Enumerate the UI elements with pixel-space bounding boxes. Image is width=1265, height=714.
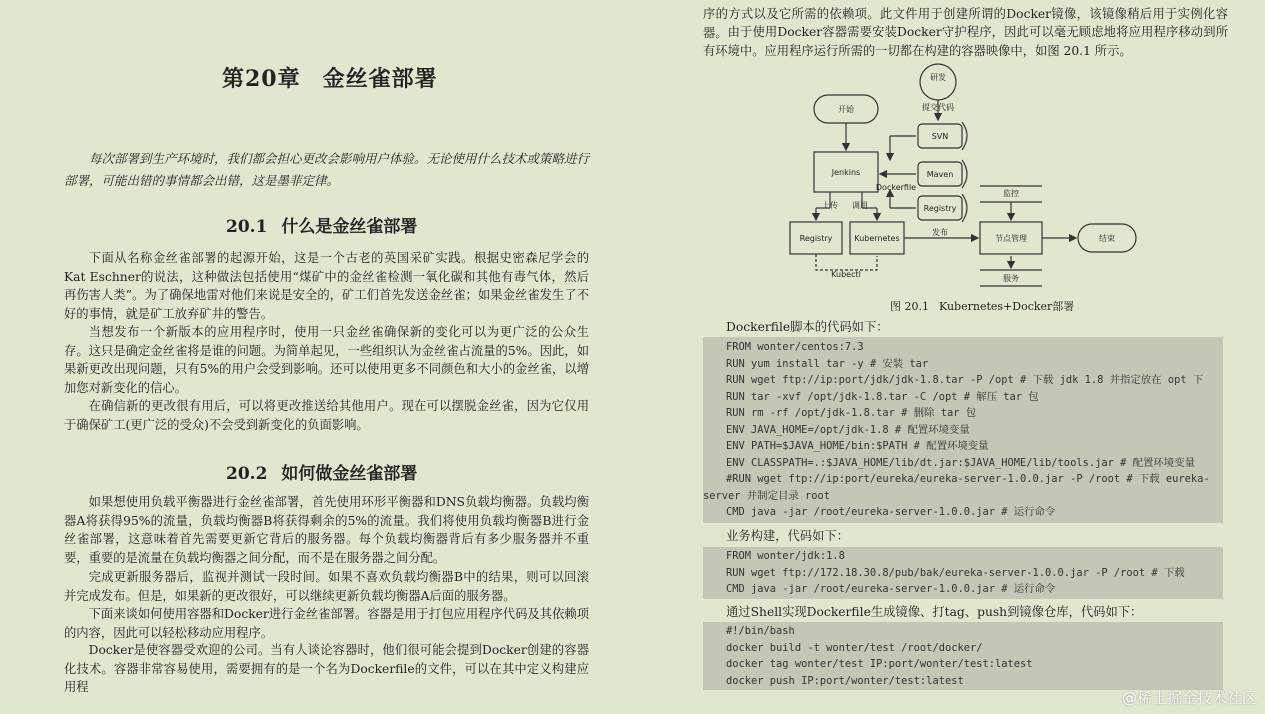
figure-number: 图 20.1 xyxy=(890,300,929,313)
watermark: @稀土掘金技术社区 xyxy=(1121,689,1257,707)
paragraph: 下面从名称金丝雀部署的起源开始，这是一个古老的英国采矿实践。根据史密森尼学会的Kat Eschner的说法，这种做法包括使用“煤矿中的金丝雀检测一氧化碳和其他有毒气体，然后再伤害人类”。为了确保地雷对他们来说是安全的，矿工们首先发送金丝雀；如果金丝雀发生了不好的事情，就是矿工放弃矿井的警告。 xyxy=(64,251,589,321)
paragraph: 完成更新服务器后，监视并测试一段时间。如果不喜欢负载均衡器B中的结果，则可以回滚并完成发布。但是，如果新的更改很好，可以继续更新负载均衡器A后面的服务器。 xyxy=(64,570,589,603)
section-heading-20-1 xyxy=(226,212,417,237)
code-line: FROM wonter/jdk:1.8 xyxy=(726,550,845,562)
figure-caption xyxy=(890,298,1074,314)
code-block-dockerfile xyxy=(703,337,1223,523)
dockerfile-label: Dockerfile xyxy=(875,183,917,192)
code-line: CMD java -jar /root/eureka-server-1.0.0.jar # 运行命令 xyxy=(726,506,1056,518)
code-line: docker push IP:port/wonter/test:latest xyxy=(726,674,964,687)
maven-label: Maven xyxy=(926,170,954,179)
registry-label: Registry xyxy=(799,234,833,243)
chapter-number: 第20章 xyxy=(222,66,301,92)
section-title: 如何做金丝雀部署 xyxy=(281,464,418,484)
paragraph: 由于使用Docker容器需要安装Docker守护程序，因此可以毫无顾虑地将应用程序移动到所有环境中。应用程序运行所需的一切都在构建的容器映像中，如图 20.1 所示。 xyxy=(703,25,1228,58)
code-line: RUN yum install tar -y # 安装 tar xyxy=(726,357,929,370)
code-line: RUN rm -rf /opt/jdk-1.8.tar # 删除 tar 包 xyxy=(726,407,977,419)
code-line: docker build -t wonter/test /root/docker/ xyxy=(726,641,983,654)
end-label: 结束 xyxy=(1099,234,1115,243)
code-line: ENV PATH=$JAVA_HOME/bin:$PATH # 配置环境变量 xyxy=(726,440,989,452)
code-line: RUN wget ftp://ip:port/jdk/jdk-1.8.tar -P /opt # 下载 jdk 1.8 并指定放在 opt 下 xyxy=(726,374,1204,386)
node-mgmt-label: 节点管理 xyxy=(995,234,1027,243)
kubernetes-label: Kubernetes xyxy=(854,234,900,243)
code-line: #RUN wget ftp://ip:port/eureka/eureka-server-1.0.0.jar -P /root # 下载 eureka- xyxy=(726,473,1210,485)
section-number: 20.1 xyxy=(226,217,268,237)
code-line: RUN tar -xvf /opt/jdk-1.8.tar -C /opt # 解压 tar 包 xyxy=(726,390,1039,403)
code-line: ENV JAVA_HOME=/opt/jdk-1.8 # 配置环境变量 xyxy=(726,423,970,436)
chapter-intro: 每次部署到生产环境时，我们都会担心更改会影响用户体验。无论使用什么技术或策略进行部署，可能出错的事情都会出错，这是墨菲定律。 xyxy=(64,151,590,188)
kubectl-label: Kubectl xyxy=(831,270,861,279)
code-line: FROM wonter/centos:7.3 xyxy=(726,341,864,353)
jenkins-label: Jenkins xyxy=(831,168,861,177)
left-page xyxy=(0,0,632,714)
code-line: ENV CLASSPATH=.:$JAVA_HOME/lib/dt.jar:$JAVA_HOME/lib/tools.jar # 配置环境变量 xyxy=(726,456,1195,469)
paragraph: 下面来谈如何使用容器和Docker进行金丝雀部署。容器是用于打包应用程序代码及其依赖项的内容，因此可以轻松移动应用程序。 xyxy=(64,607,589,640)
dev-node xyxy=(920,64,956,100)
section-title: 什么是金丝雀部署 xyxy=(281,217,418,237)
deployment-diagram xyxy=(780,62,1180,298)
section-heading-20-2 xyxy=(226,459,417,484)
publish-label: 发布 xyxy=(932,228,948,237)
code-line: RUN wget ftp://172.18.30.8/pub/bak/eureka-server-1.0.0.jar -P /root # 下载 xyxy=(726,566,1185,579)
commit-label: 提交代码 xyxy=(922,103,954,112)
paragraph: 如果想使用负载平衡器进行金丝雀部署，首先使用环形平衡器和DNS负载均衡器。负载均衡器A将获得95%的流量，负载均衡器B将获得剩余的5%的流量。我们将使用负载均衡器B进行金丝雀部署，这意味着首先需要更新它背后的服务器。每个负载均衡器背后有多少服务器并不重要，重要的是流量在负载均衡器之间分配，而不是在服务器之间分配。 xyxy=(64,495,589,565)
dockerfile-intro: Dockerfile脚本的代码如下： xyxy=(726,320,889,334)
paragraph: 在确信新的更改很有用后，可以将更改推送给其他用户。现在可以摆脱金丝雀，因为它仅用于确保矿工(更广泛的受众)不会受到新变化的负面影响。 xyxy=(64,399,589,432)
call-label: 调用 xyxy=(852,201,868,210)
service-label: 服务 xyxy=(1003,274,1019,283)
code-line: docker tag wonter/test IP:port/wonter/test:latest xyxy=(726,658,1033,670)
code-block-shell xyxy=(703,622,1223,690)
registry-top-label: Registry xyxy=(923,204,957,213)
figure-title: Kubernetes+Docker部署 xyxy=(939,300,1075,313)
dev-label: 研发 xyxy=(930,73,946,82)
paragraph: 当想发布一个新版本的应用程序时，使用一只金丝雀确保新的变化可以为更广泛的公众生存。这只是确定金丝雀将是谁的问题。为简单起见，一些组织认为金丝雀占流量的5%。因此，如果新更改出现问题，只有5%的用户会受到影响。还可以使用更多不同颜色和大小的金丝雀，以增加您对新变化的信心。 xyxy=(64,325,589,395)
code-line: server 并制定目录 root xyxy=(703,489,831,502)
upload-label: 上传 xyxy=(822,201,838,210)
code-line: CMD java -jar /root/eureka-server-1.0.0.jar # 运行命令 xyxy=(726,583,1056,595)
shell-intro: 通过Shell实现Dockerfile生成镜像、打tag、push到镜像仓库，代码如下： xyxy=(726,605,1143,619)
paragraph: 序的方式以及它所需的依赖项。此文件用于创建所谓的Docker镜像，该镜像稍后用于实例化容器。 xyxy=(703,7,1228,40)
monitor-label: 监控 xyxy=(1003,189,1019,198)
section-number: 20.2 xyxy=(226,464,268,484)
build-intro: 业务构建，代码如下： xyxy=(726,529,849,543)
svn-label: SVN xyxy=(931,132,949,141)
paragraph: Docker是使容器受欢迎的公司。当有人谈论容器时，他们很可能会提到Docker创建的容器化技术。容器非常容易使用，需要拥有的是一个名为Dockerfile的文件，可以在其中定义构建应用程 xyxy=(64,643,589,695)
start-label: 开始 xyxy=(838,105,854,114)
code-block-build xyxy=(703,547,1223,599)
chapter-title xyxy=(222,62,438,93)
chapter-name: 金丝雀部署 xyxy=(322,66,438,92)
code-line: #!/bin/bash xyxy=(726,625,795,637)
